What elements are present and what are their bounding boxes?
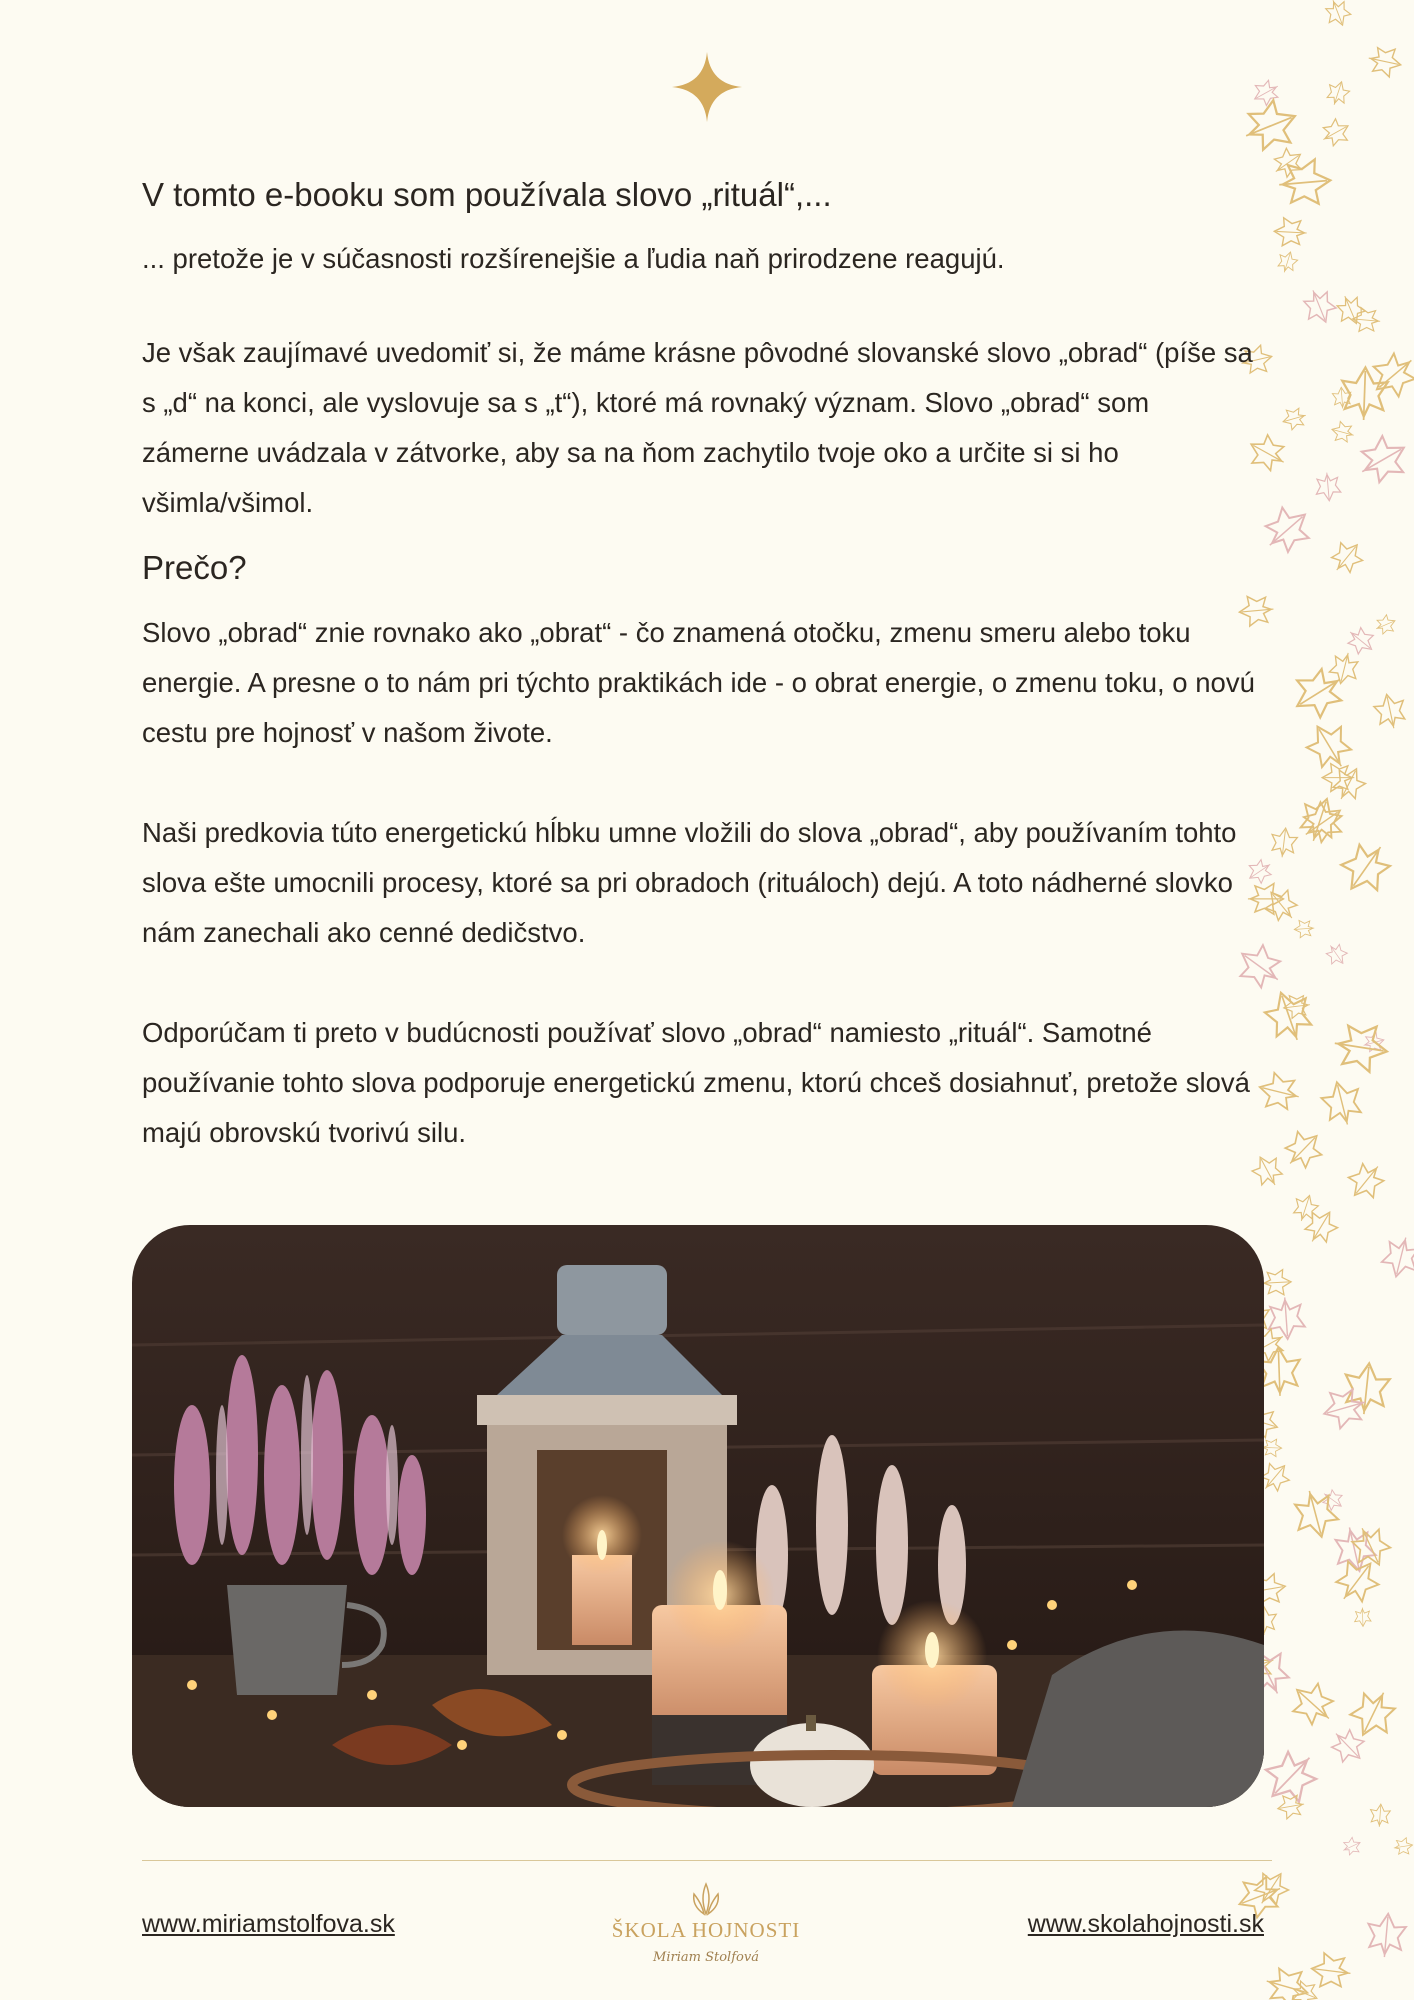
leaf-icon	[1310, 1952, 1353, 1990]
leaf-icon	[1294, 919, 1315, 938]
leaf-icon	[1327, 650, 1361, 687]
leaf-icon	[1332, 387, 1352, 410]
leaf-icon	[1319, 1384, 1370, 1431]
leaf-icon	[1372, 691, 1408, 731]
leaf-icon	[1319, 1486, 1347, 1513]
footer-divider	[142, 1860, 1272, 1861]
leaf-icon	[1366, 44, 1404, 79]
leaf-icon	[1315, 472, 1342, 502]
leaf-icon	[1361, 1031, 1386, 1054]
paragraph-predkovia: Naši predkovia túto energetickú hĺbku umne vložili do slova „obrad“, aby používaním tohto slova ešte umocnili procesy, ktoré sa pri obradoch (rituáloch) dejú. A toto nádherné slovko nám zanechali ako cenné dedičstvo.	[142, 817, 1237, 948]
leaf-icon	[1343, 623, 1380, 659]
leaf-icon	[1329, 420, 1356, 445]
leaf-icon	[1340, 1835, 1364, 1857]
leaf-icon	[1290, 1486, 1342, 1542]
star-ornament-icon	[672, 52, 742, 122]
leaf-icon	[1269, 827, 1298, 859]
leaf-icon	[1276, 1793, 1306, 1820]
leaf-icon	[1329, 1552, 1386, 1610]
leaf-icon	[1262, 1963, 1313, 2000]
page-heading: V tomto e-booku som používala slovo „rituál“,...	[142, 176, 832, 213]
leaf-icon	[1328, 762, 1370, 806]
leaf-icon	[1256, 1742, 1326, 1812]
main-content	[142, 176, 1262, 1158]
leaf-icon	[1278, 1124, 1329, 1175]
leaf-icon	[1295, 793, 1345, 847]
leaf-icon	[1261, 986, 1318, 1047]
leaf-icon	[1282, 993, 1311, 1019]
leaf-icon	[1322, 764, 1354, 792]
leaf-icon	[1333, 834, 1398, 901]
leaf-icon	[1285, 1676, 1342, 1732]
leaf-icon	[1323, 940, 1351, 969]
leaf-icon	[1287, 1977, 1321, 2000]
leaf-icon	[1324, 79, 1352, 109]
leaf-icon	[1322, 0, 1353, 29]
leaf-icon	[1300, 716, 1358, 776]
leaf-icon	[1280, 405, 1308, 431]
leaf-icon	[1325, 1723, 1370, 1768]
leaf-icon	[1364, 345, 1414, 404]
leaf-icon	[1267, 1296, 1306, 1340]
leaf-icon	[1238, 95, 1304, 157]
leaf-icon	[1346, 1521, 1395, 1572]
logo-text: ŠKOLA HOJNOSTI	[611, 1918, 801, 1942]
leaf-icon	[1274, 217, 1308, 247]
leaf-icon	[1277, 158, 1332, 207]
leaf-icon	[1345, 1684, 1402, 1744]
leaf-icon	[1249, 76, 1283, 109]
leaf-icon	[1300, 1205, 1343, 1249]
leaf-icon	[1342, 1156, 1390, 1205]
leaf-icon	[1331, 1021, 1390, 1074]
paragraph-obrat: Slovo „obrad“ znie rovnako ako „obrat“ - čo znamená otočku, zmenu smeru alebo toku energie. A presne o to nám pri týchto praktikách ide - o obrat energie, o zmenu toku, o novú cestu pre hojnosť v našom živote.	[142, 617, 1255, 748]
leaf-icon	[1326, 536, 1368, 579]
footer-link-skolahojnosti[interactable]: www.skolahojnosti.sk	[1027, 1910, 1264, 1938]
leaf-icon	[1379, 1233, 1414, 1280]
leaf-icon	[1393, 1837, 1414, 1856]
leaf-icon	[1317, 115, 1354, 150]
paragraph-odporucam: Odporúčam ti preto v budúcnosti používať slovo „obrad“ namiesto „rituál“. Samotné používanie tohto slova podporuje energetickú zmenu, ktorú chceš dosiahnuť, pretože slová majú obrovskú tvorivú silu.	[142, 1017, 1250, 1148]
leaf-icon	[1249, 1866, 1294, 1912]
leaf-icon	[1341, 367, 1388, 421]
leaf-icon	[1333, 291, 1368, 328]
leaf-icon	[1373, 613, 1399, 637]
leaf-icon	[1290, 1192, 1320, 1225]
paragraph-obrad: Je však zaujímavé uvedomiť si, že máme krásne pôvodné slovanské slovo „obrad“ (píše sa s „d“ na konci, ale vyslovuje sa s „t“), ktoré má rovnaký význam. Slovo „obrad“ som zámerne uvádzala v zátvorke, aby sa na ňom zachytilo tvoje oko a určite si si ho všimla/všimol.	[142, 337, 1253, 518]
leaf-icon	[1354, 1607, 1371, 1626]
subheading-preco: Prečo?	[142, 549, 247, 586]
leaf-icon	[1255, 1070, 1302, 1114]
skola-hojnosti-logo	[606, 1880, 806, 1980]
leaf-icon	[1286, 661, 1352, 725]
leaf-icon	[1268, 144, 1307, 183]
leaf-icon	[1366, 1912, 1407, 1959]
leaf-icon	[1295, 796, 1350, 850]
leaf-icon	[1369, 1803, 1390, 1827]
candles-lantern-photo	[132, 1225, 1264, 1807]
leaf-icon	[1331, 1523, 1379, 1575]
leaf-icon	[1257, 499, 1319, 560]
leaf-icon	[1261, 1269, 1291, 1296]
logo-signature: Miriam Stolfová	[653, 1950, 759, 1965]
leaf-icon	[1352, 307, 1382, 333]
leaf-icon	[1342, 1361, 1391, 1416]
leaf-icon	[1299, 285, 1339, 328]
intro-text: ... pretože je v súčasnosti rozšírenejšie a ľudia naň prirodzene reagujú.	[142, 243, 1005, 274]
leaf-icon	[1319, 1078, 1366, 1129]
footer-link-miriamstolfova[interactable]: www.miriamstolfova.sk	[142, 1910, 395, 1938]
leaf-icon	[1275, 249, 1299, 275]
crown-lotus-icon	[606, 1880, 806, 1920]
leaf-icon	[1261, 1439, 1282, 1457]
leaf-icon	[1352, 430, 1414, 490]
leaf-icon	[1260, 883, 1303, 927]
